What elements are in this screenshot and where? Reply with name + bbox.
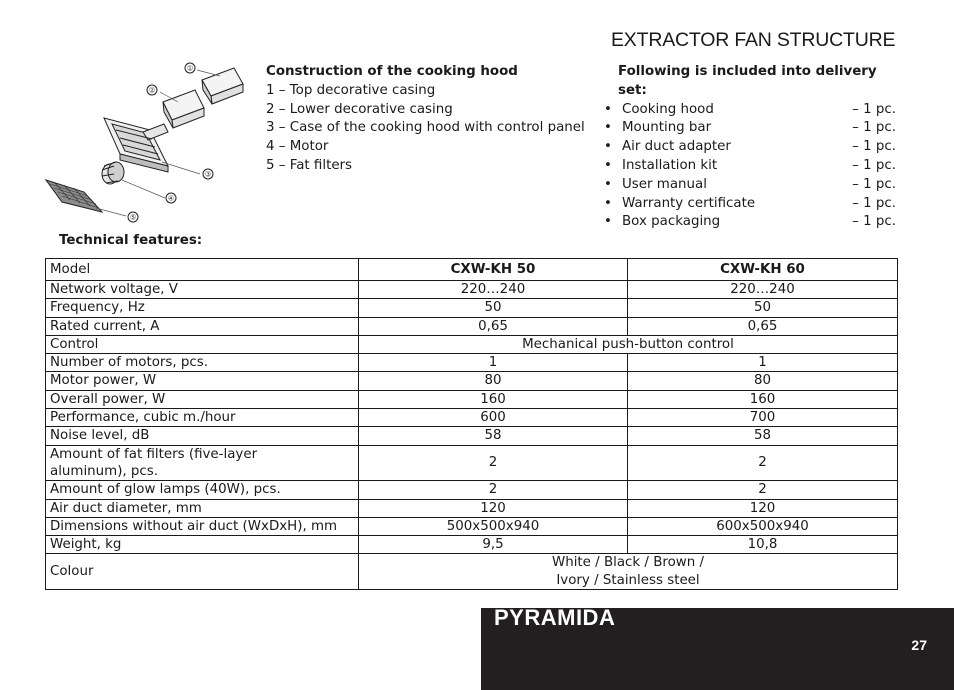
brand-logo: PYRAMIDA [494,605,616,630]
value-cell: 1 [628,354,898,372]
row-label: Amount of fat filters (five-layer aluminum), pcs. [46,445,359,481]
page-title: EXTRACTOR FAN STRUCTURE [611,29,896,51]
merged-value-cell [359,554,898,590]
delivery-item [604,138,896,157]
row-label: Number of motors, pcs. [46,354,359,372]
row-label: Amount of glow lamps (40W), pcs. [46,481,359,499]
table-row [46,390,898,408]
row-label: Air duct diameter, mm [46,499,359,517]
colour-line-2: Ivory / Stainless steel [556,572,700,588]
delivery-item-qty: – 1 pc. [852,195,896,211]
construction-item: 5 – Fat filters [266,157,353,173]
exploded-diagram [40,58,255,228]
delivery-item-qty: – 1 pc. [852,214,896,230]
table-row [46,335,898,353]
table-row [46,299,898,317]
bullet: • [604,157,612,173]
row-label: Dimensions without air duct (WxDxH), mm [46,517,359,535]
table-row [46,409,898,427]
row-label: Weight, kg [46,536,359,554]
bullet: • [604,195,612,211]
table-row [46,427,898,445]
row-label: Network voltage, V [46,281,359,299]
value-cell: 0,65 [628,317,898,335]
construction-heading: Construction of the cooking hood [266,64,518,79]
table-row [46,281,898,299]
value-cell: 600 [359,409,628,427]
callout-5: ⑤ [129,213,137,222]
delivery-set [604,63,896,232]
delivery-item [604,176,896,195]
table-row [46,317,898,335]
table-row [46,517,898,535]
value-cell: 58 [359,427,628,445]
bullet: • [604,120,612,136]
top-casing-part [202,68,243,104]
bullet: • [604,214,612,230]
bullet: • [604,176,612,192]
construction-list [266,63,585,176]
row-label: Colour [46,554,359,590]
callout-3: ③ [204,170,212,179]
delivery-item-qty: – 1 pc. [852,101,896,117]
row-label: Control [46,335,359,353]
delivery-item-name: User manual [622,176,707,192]
value-cell: 50 [628,299,898,317]
row-label: Motor power, W [46,372,359,390]
motor-part [102,162,124,184]
value-cell: 500x500x940 [359,517,628,535]
delivery-item-name: Mounting bar [622,120,712,136]
value-cell: 2 [359,445,628,481]
value-cell: 1 [359,354,628,372]
table-row [46,445,898,481]
value-cell: 58 [628,427,898,445]
construction-item: 2 – Lower decorative casing [266,101,453,117]
value-cell: 10,8 [628,536,898,554]
value-cell: 80 [628,372,898,390]
construction-item: 3 – Case of the cooking hood with control panel [266,120,585,136]
table-header-row [46,259,898,281]
construction-item: 1 – Top decorative casing [266,82,436,98]
row-label: Noise level, dB [46,427,359,445]
value-cell: 220…240 [628,281,898,299]
construction-item: 4 – Motor [266,139,329,155]
delivery-item-qty: – 1 pc. [852,139,896,155]
callout-1: ① [186,64,194,73]
value-cell: 2 [359,481,628,499]
value-cell: 2 [628,445,898,481]
value-cell: 600x500x940 [628,517,898,535]
value-cell: 700 [628,409,898,427]
delivery-item-name: Air duct adapter [622,139,731,155]
header-cell: CXW-KH 50 [359,259,628,281]
value-cell: 80 [359,372,628,390]
row-label: Overall power, W [46,390,359,408]
row-label: Rated current, A [46,317,359,335]
callout-4: ④ [167,194,175,203]
delivery-item-name: Box packaging [622,214,721,230]
technical-features-label: Technical features: [59,233,203,248]
header-cell: Model [46,259,359,281]
merged-value-cell: Mechanical push-button control [359,335,898,353]
value-cell: 160 [359,390,628,408]
delivery-item [604,157,896,176]
table-row [46,372,898,390]
delivery-item-name: Installation kit [622,157,718,173]
delivery-list [604,101,896,233]
value-cell: 0,65 [359,317,628,335]
fat-filter-part [46,180,102,212]
row-label: Frequency, Hz [46,299,359,317]
header-cell: CXW-KH 60 [628,259,898,281]
delivery-item-name: Warranty certificate [622,195,756,211]
value-cell: 9,5 [359,536,628,554]
value-cell: 220…240 [359,281,628,299]
page-number: 27 [911,637,927,653]
bullet: • [604,139,612,155]
value-cell: 120 [359,499,628,517]
callout-2: ② [148,86,156,95]
table-row [46,481,898,499]
bullet: • [604,101,612,117]
delivery-item-name: Cooking hood [622,101,714,117]
lower-casing-part [163,90,204,128]
colour-line-1: White / Black / Brown / [551,555,704,571]
delivery-heading: Following is included into delivery set: [618,64,877,98]
row-label: Performance, cubic m./hour [46,409,359,427]
delivery-item [604,101,896,120]
table-row [46,354,898,372]
delivery-item-qty: – 1 pc. [852,120,896,136]
value-cell: 2 [628,481,898,499]
value-cell: 50 [359,299,628,317]
delivery-item-qty: – 1 pc. [852,157,896,173]
table-row [46,536,898,554]
delivery-item [604,213,896,232]
value-cell: 160 [628,390,898,408]
delivery-item [604,195,896,214]
table-row [46,554,898,590]
delivery-item-qty: – 1 pc. [852,176,896,192]
spec-table [45,258,898,590]
delivery-item [604,119,896,138]
table-row [46,499,898,517]
footer-bar [481,605,954,690]
value-cell: 120 [628,499,898,517]
